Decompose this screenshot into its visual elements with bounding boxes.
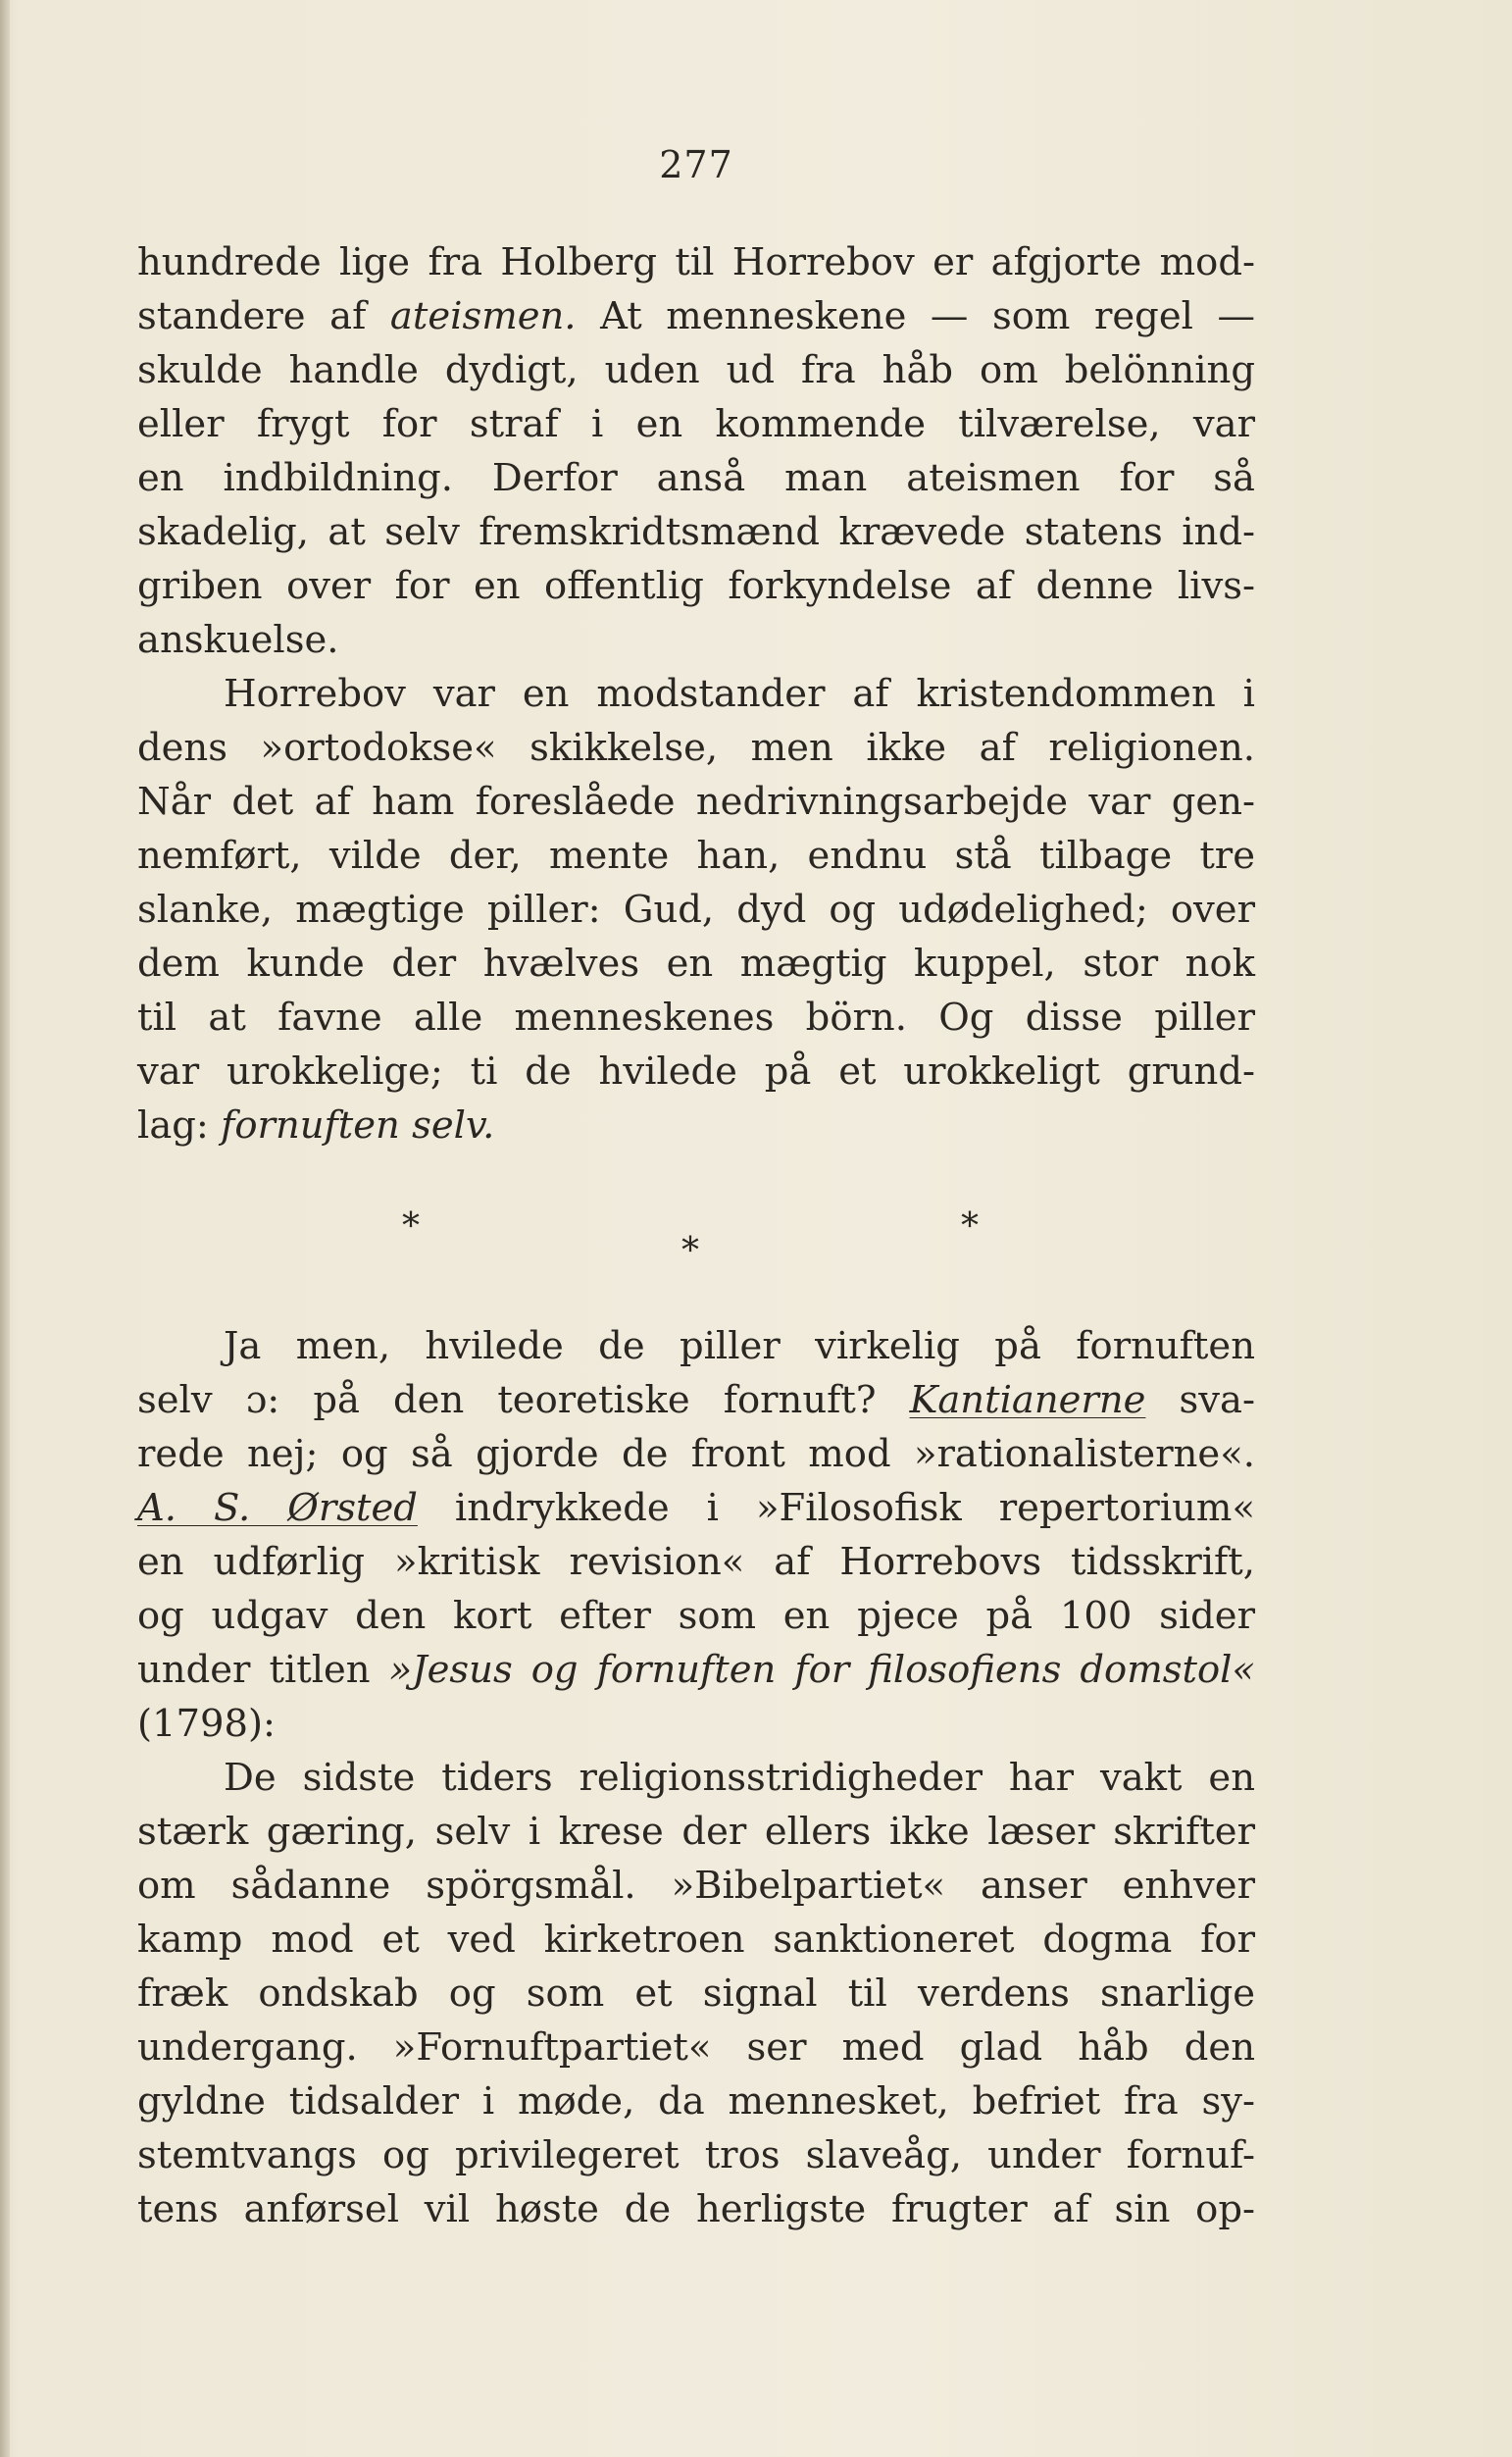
text-line: griben over for en offentlig forkyndelse af denne livs-	[137, 564, 1255, 608]
text-line: skulde handle dydigt, uden ud fra håb om belönning	[137, 348, 1255, 392]
emphasis: A. S. Ørsted	[137, 1486, 418, 1530]
text-line: (1798):	[137, 1702, 276, 1746]
text-span: sva-	[1145, 1378, 1255, 1422]
text-line: rede nej; og så gjorde de front mod »rationalisterne«.	[137, 1432, 1255, 1476]
text-line: stærk gæring, selv i krese der ellers ikke læser skrifter	[137, 1810, 1255, 1854]
paragraph-3	[137, 1319, 1255, 1751]
text-line	[137, 1373, 1255, 1427]
text-line: Ja men, hvilede de piller virkelig på fornuften	[224, 1324, 1255, 1368]
binding-edge	[0, 0, 10, 2457]
asterisk: *	[961, 1206, 979, 1247]
text-line: om sådanne spörgsmål. »Bibelpartiet« anser enhver	[137, 1864, 1255, 1908]
text-line: stemtvangs og privilegeret tros slaveåg, under fornuf-	[137, 2133, 1255, 2177]
emphasis: fornuften selv.	[221, 1103, 495, 1148]
text-line: dem kunde der hvælves en mægtig kuppel, stor nok	[137, 942, 1255, 986]
text-line: undergang. »Fornuftpartiet« ser med glad håb den	[137, 2025, 1255, 2070]
text-line: og udgav den kort efter som en pjece på 100 sider	[137, 1594, 1255, 1638]
paragraph-1	[137, 235, 1255, 667]
text-span: selv ɔ: på den teoretiske fornuft?	[137, 1378, 910, 1422]
text-line: Når det af ham foreslåede nedrivningsarbejde var gen-	[137, 780, 1255, 824]
text-span: At menneskene — som regel —	[576, 294, 1255, 338]
text-line: eller frygt for straf i en kommende tilværelse, var	[137, 402, 1255, 446]
text-line: slanke, mægtige piller: Gud, dyd og udødelighed; over	[137, 888, 1255, 932]
text-line	[137, 289, 1255, 343]
asterisk: *	[681, 1231, 699, 1271]
text-line: kamp mod et ved kirketroen sanktioneret dogma for	[137, 1918, 1255, 1962]
emphasis: ateismen.	[389, 294, 577, 338]
paragraph-2	[137, 667, 1255, 1152]
text-line: fræk ondskab og som et signal til verdens snarlige	[137, 1971, 1255, 2016]
text-line: var urokkelige; ti de hvilede på et urokkeligt grund-	[137, 1049, 1255, 1094]
text-line: skadelig, at selv fremskridtsmænd krævede statens ind-	[137, 510, 1255, 554]
text-line: anskuelse.	[137, 618, 339, 662]
text-span: standere af	[137, 294, 390, 338]
text-block	[137, 235, 1255, 2236]
page-number: 277	[659, 143, 733, 186]
text-line: nemført, vilde der, mente han, endnu stå tilbage tre	[137, 834, 1255, 878]
text-line: gyldne tidsalder i møde, da mennesket, befriet fra sy-	[137, 2079, 1255, 2124]
text-line: til at favne alle menneskenes börn. Og disse piller	[137, 996, 1255, 1040]
text-span: indrykkede i »Filosofisk repertorium«	[417, 1486, 1255, 1530]
text-line: Horrebov var en modstander af kristendommen i	[224, 672, 1255, 716]
emphasis: »Jesus og fornuften for filosofiens domstol«	[388, 1648, 1255, 1692]
text-line: dens »ortodokse« skikkelse, men ikke af religionen.	[137, 726, 1255, 770]
asterisk: *	[402, 1206, 420, 1247]
text-line	[137, 1643, 1255, 1697]
section-divider	[137, 1152, 1255, 1319]
emphasis: Kantianerne	[909, 1378, 1146, 1422]
paragraph-4	[137, 1751, 1255, 2236]
text-line: en indbildning. Derfor anså man ateismen for så	[137, 456, 1255, 500]
text-line	[137, 1099, 1255, 1152]
text-line: en udførlig »kritisk revision« af Horrebovs tidsskrift,	[137, 1540, 1255, 1584]
text-line: De sidste tiders religionsstridigheder har vakt en	[224, 1756, 1255, 1800]
text-line: tens anførsel vil høste de herligste frugter af sin op-	[137, 2187, 1255, 2231]
text-line	[137, 1481, 1255, 1535]
text-span: lag:	[137, 1103, 222, 1148]
text-line: hundrede lige fra Holberg til Horrebov er afgjorte mod-	[137, 240, 1255, 284]
text-span: under titlen	[137, 1648, 389, 1692]
